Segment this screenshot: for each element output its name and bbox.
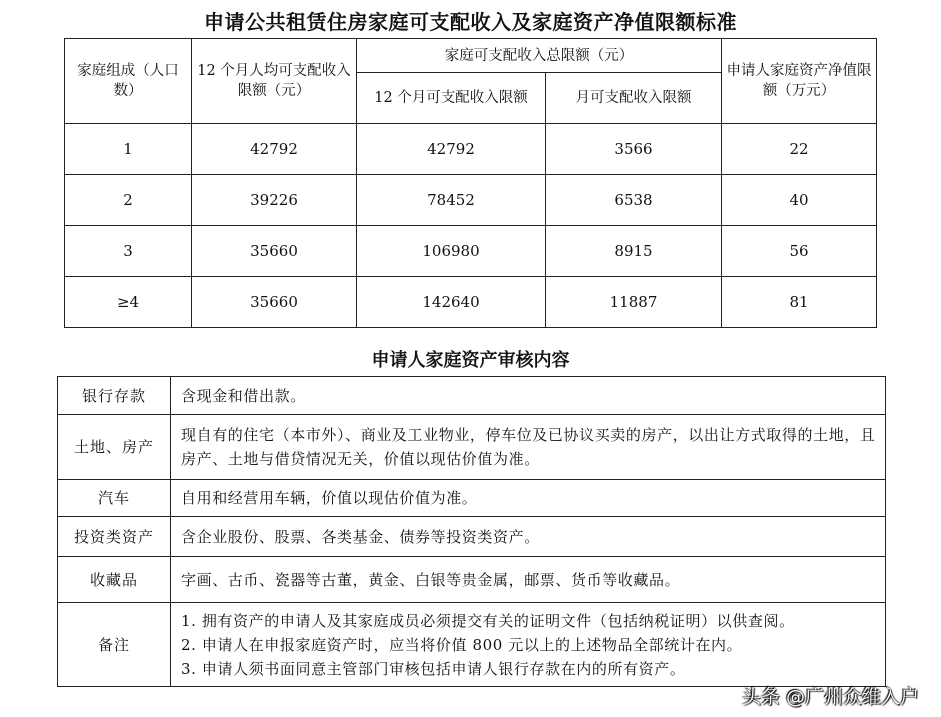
header-total-12m: 12 个月可支配收入限额: [357, 73, 546, 124]
cell-total-monthly: 6538: [546, 175, 722, 226]
cell-total-12m: 78452: [357, 175, 546, 226]
cell-asset-limit: 22: [722, 124, 877, 175]
asset-category: 汽车: [58, 480, 171, 517]
remark-item: 2. 申请人在申报家庭资产时，应当将价值 800 元以上的上述物品全部统计在内。: [181, 635, 743, 654]
header-per-capita: 12 个月人均可支配收入限额（元）: [192, 39, 357, 124]
remarks-list: [171, 603, 886, 687]
cell-per-capita: 35660: [192, 226, 357, 277]
description-line: 含现金和借出款。: [181, 386, 306, 405]
table-row: [58, 603, 886, 687]
table-row: [58, 557, 886, 603]
cell-family-size: 2: [65, 175, 192, 226]
cell-total-12m: 106980: [357, 226, 546, 277]
description-line: 字画、古币、瓷器等古董，黄金、白银等贵金属，邮票、货币等收藏品。: [181, 570, 681, 589]
cell-total-12m: 142640: [357, 277, 546, 328]
cell-family-size: 1: [65, 124, 192, 175]
income-limit-table: [64, 38, 877, 328]
asset-description: [171, 517, 886, 557]
cell-total-monthly: 3566: [546, 124, 722, 175]
asset-category: 备注: [58, 603, 171, 687]
description-line: 现自有的住宅（本市外）、商业及工业物业，停车位及已协议买卖的房产，以出让方式取得的土地，且房产、土地与借贷情况无关，价值以现估价值为准。: [181, 426, 876, 468]
header-asset-limit: 申请人家庭资产净值限额（万元）: [722, 39, 877, 124]
table-row: [58, 415, 886, 480]
cell-asset-limit: 81: [722, 277, 877, 328]
asset-description: [171, 415, 886, 480]
table-row: [58, 480, 886, 517]
header-total-monthly: 月可支配收入限额: [546, 73, 722, 124]
cell-total-monthly: 8915: [546, 226, 722, 277]
table-row: [58, 377, 886, 415]
asset-description: [171, 480, 886, 517]
asset-category: 投资类资产: [58, 517, 171, 557]
header-total-group: 家庭可支配收入总限额（元）: [357, 39, 722, 73]
cell-family-size: 3: [65, 226, 192, 277]
page-title: 申请公共租赁住房家庭可支配收入及家庭资产净值限额标准: [204, 10, 737, 34]
remark-item: 3. 申请人须书面同意主管部门审核包括申请人银行存款在内的所有资产。: [181, 659, 686, 678]
table-row: [65, 175, 877, 226]
cell-per-capita: 35660: [192, 277, 357, 328]
asset-description: [171, 557, 886, 603]
cell-per-capita: 42792: [192, 124, 357, 175]
cell-asset-limit: 40: [722, 175, 877, 226]
asset-review-table: [57, 376, 886, 687]
section-title: 申请人家庭资产审核内容: [371, 350, 570, 371]
remark-item: 1. 拥有资产的申请人及其家庭成员必须提交有关的证明文件（包括纳税证明）以供查阅。: [181, 611, 795, 630]
cell-per-capita: 39226: [192, 175, 357, 226]
cell-total-12m: 42792: [357, 124, 546, 175]
table-row: [65, 277, 877, 328]
asset-category: 银行存款: [58, 377, 171, 415]
table-row: [65, 124, 877, 175]
description-line: 自用和经营用车辆，价值以现估价值为准。: [181, 489, 478, 507]
description-line: 含企业股份、股票、各类基金、债券等投资类资产。: [181, 527, 540, 546]
cell-total-monthly: 11887: [546, 277, 722, 328]
cell-asset-limit: 56: [722, 226, 877, 277]
asset-category: 收藏品: [58, 557, 171, 603]
cell-family-size: ≥4: [65, 277, 192, 328]
asset-description: [171, 377, 886, 415]
header-family-size: 家庭组成（人口数）: [65, 39, 192, 124]
asset-category: 土地、房产: [58, 415, 171, 480]
watermark: 头条 @广州众维入户: [741, 686, 919, 708]
table-row: [65, 226, 877, 277]
table-row: [58, 517, 886, 557]
